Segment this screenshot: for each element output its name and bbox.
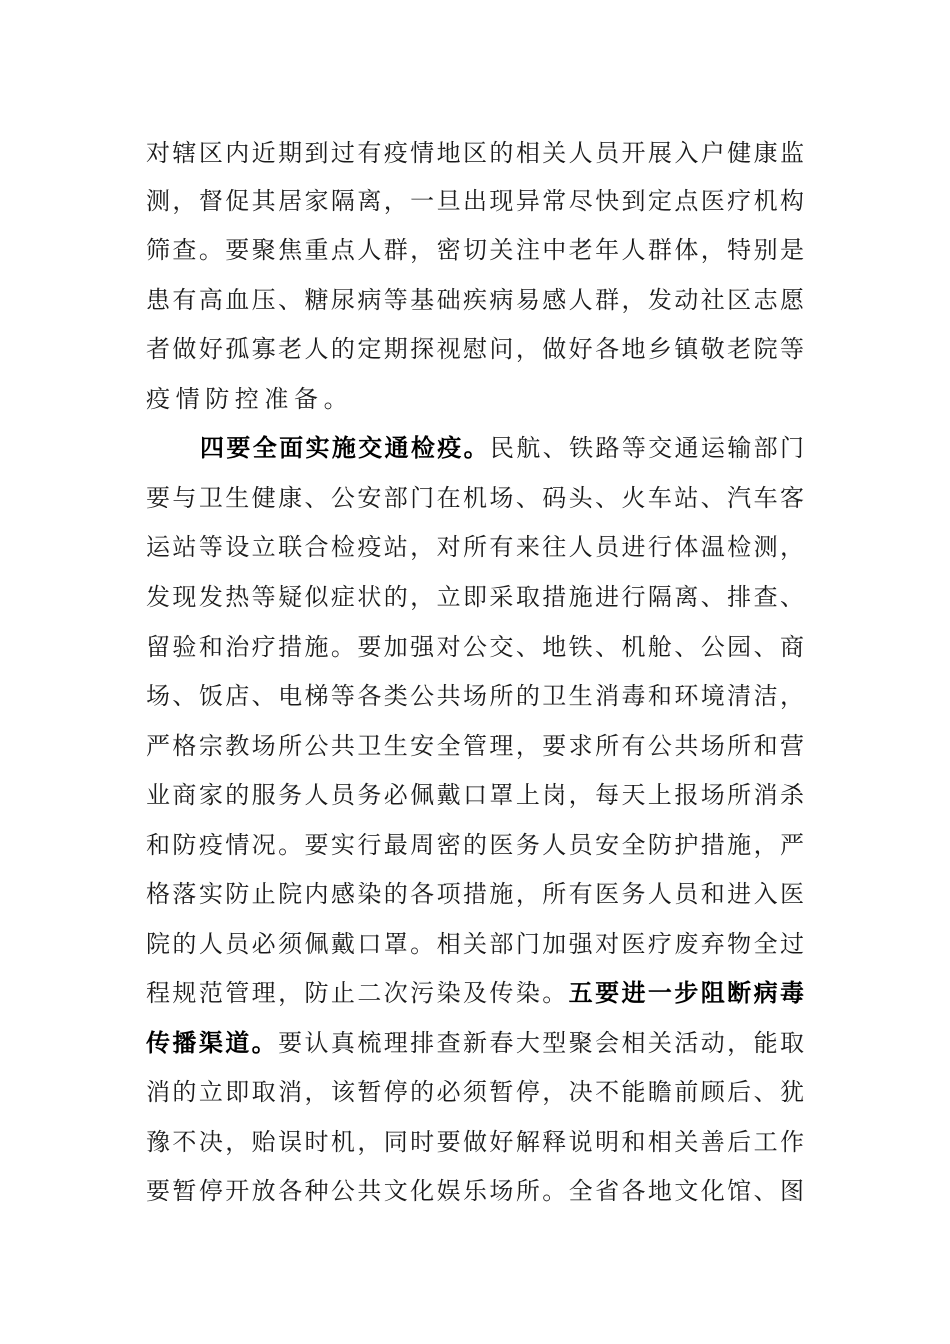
- body-text-line: [146, 230, 804, 270]
- line-text: 测，督促其居家隔离，一旦出现异常尽快到定点医疗机构: [146, 187, 804, 215]
- body-text-line: [146, 874, 804, 914]
- line-text: 格落实防止院内感染的各项措施，所有医务人员和进入医: [146, 880, 804, 908]
- line-text: 业商家的服务人员务必佩戴口罩上岗，每天上报场所消杀: [146, 781, 804, 809]
- body-text-line: [146, 825, 804, 865]
- body-text-line: [146, 775, 804, 815]
- section-heading-line: [200, 428, 804, 468]
- body-text-line: [146, 1122, 804, 1162]
- line-text: 患有高血压、糖尿病等基础疾病易感人群，发动社区志愿: [146, 286, 804, 314]
- body-text-line: [146, 1072, 804, 1112]
- line-text: 留验和治疗措施。要加强对公交、地铁、机舱、公园、商: [146, 633, 804, 661]
- body-text-line: [146, 379, 804, 419]
- line-text: 院的人员必须佩戴口罩。相关部门加强对医疗废弃物全过: [146, 930, 804, 958]
- line-text: 严格宗教场所公共卫生安全管理，要求所有公共场所和营: [146, 732, 804, 760]
- body-text-line: [146, 924, 804, 964]
- line-text: 筛查。要聚焦重点人群，密切关注中老年人群体，特别是: [146, 236, 804, 264]
- body-text-line: [146, 478, 804, 518]
- body-text-line: [146, 726, 804, 766]
- section-heading: 四要全面实施交通检疫。: [200, 434, 490, 462]
- body-text-line: [146, 181, 804, 221]
- line-text: 要认真梳理排查新春大型聚会相关活动，能取: [278, 1029, 805, 1057]
- body-text-line: [146, 329, 804, 369]
- body-text-line: [146, 627, 804, 667]
- line-text: 运站等设立联合检疫站，对所有来往人员进行体温检测，: [146, 533, 804, 561]
- line-text: 疫情防控准备。: [146, 385, 354, 413]
- line-text: 者做好孤寡老人的定期探视慰问，做好各地乡镇敬老院等: [146, 335, 804, 363]
- body-text-line: [146, 133, 804, 173]
- line-text: 场、饭店、电梯等各类公共场所的卫生消毒和环境清洁，: [146, 682, 804, 710]
- line-text: 豫不决，贻误时机，同时要做好解释说明和相关善后工作: [146, 1128, 804, 1156]
- line-text: 程规范管理，防止二次污染及传染。: [146, 979, 569, 1007]
- section-heading: 五要进一步阻断病毒: [568, 979, 805, 1007]
- line-text: 发现发热等疑似症状的，立即采取措施进行隔离、排查、: [146, 583, 804, 611]
- line-text: 民航、铁路等交通运输部门: [490, 434, 804, 462]
- line-text: 要与卫生健康、公安部门在机场、码头、火车站、汽车客: [146, 484, 804, 512]
- body-text-line: [146, 676, 804, 716]
- line-text: 消的立即取消，该暂停的必须暂停，决不能瞻前顾后、犹: [146, 1078, 804, 1106]
- line-text: 和防疫情况。要实行最周密的医务人员安全防护措施，严: [146, 831, 804, 859]
- line-text: 对辖区内近期到过有疫情地区的相关人员开展入户健康监: [146, 139, 804, 167]
- line-text: 要暂停开放各种公共文化娱乐场所。全省各地文化馆、图: [146, 1177, 804, 1205]
- body-text-line: [146, 280, 804, 320]
- body-text-line: [146, 1171, 804, 1211]
- body-text-line: [146, 973, 804, 1013]
- body-text-line: [146, 527, 804, 567]
- body-text-line: [146, 577, 804, 617]
- body-text-line: [146, 1023, 804, 1063]
- section-heading: 传播渠道。: [146, 1029, 279, 1057]
